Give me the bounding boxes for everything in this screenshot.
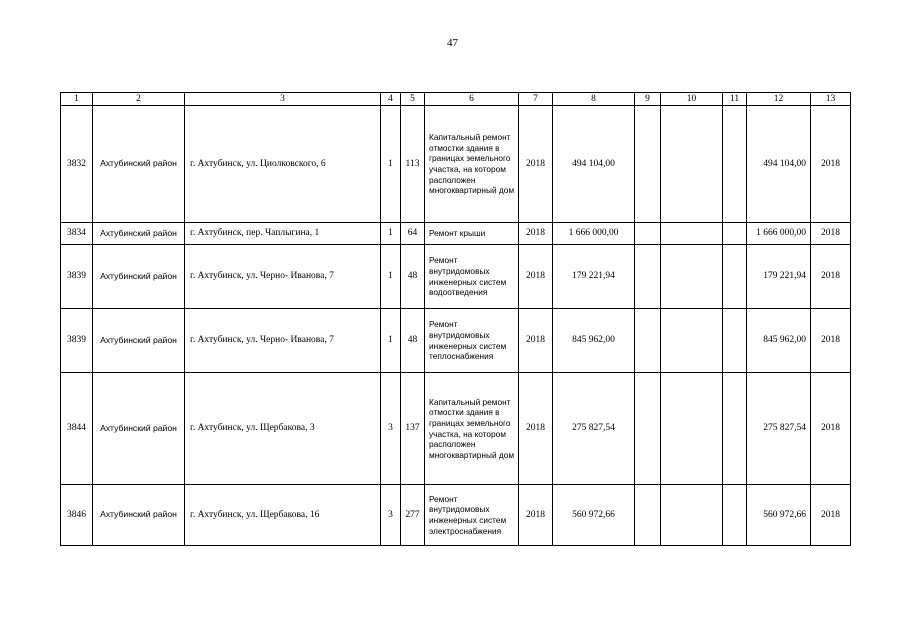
work-type-cell: Ремонт внутридомовых инженерных систем водоотведения xyxy=(425,245,519,309)
table-row xyxy=(61,485,851,546)
col11-cell xyxy=(723,223,747,245)
capital-repair-table xyxy=(60,92,851,546)
col4-cell: 1 xyxy=(381,223,401,245)
object-id-cell: 3846 xyxy=(61,485,93,546)
col10-cell xyxy=(661,309,723,373)
header-cell: 3 xyxy=(185,93,381,106)
region-cell: Ахтубинский район xyxy=(93,106,185,223)
year2-cell: 2018 xyxy=(811,485,851,546)
address-cell: г. Ахтубинск, ул. Циолковского, 6 xyxy=(185,106,381,223)
col5-cell: 64 xyxy=(401,223,425,245)
work-type-cell: Ремонт крыши xyxy=(425,223,519,245)
col10-cell xyxy=(661,223,723,245)
header-cell: 10 xyxy=(661,93,723,106)
col11-cell xyxy=(723,485,747,546)
header-cell: 6 xyxy=(425,93,519,106)
amount-cell: 560 972,66 xyxy=(553,485,635,546)
object-id-cell: 3839 xyxy=(61,309,93,373)
total-cell: 179 221,94 xyxy=(747,245,811,309)
year-cell: 2018 xyxy=(519,245,553,309)
amount-cell: 1 666 000,00 xyxy=(553,223,635,245)
header-cell: 9 xyxy=(635,93,661,106)
col4-cell: 3 xyxy=(381,485,401,546)
year2-cell: 2018 xyxy=(811,245,851,309)
address-cell: г. Ахтубинск, пер. Чаплыгина, 1 xyxy=(185,223,381,245)
amount-cell: 179 221,94 xyxy=(553,245,635,309)
col5-cell: 48 xyxy=(401,309,425,373)
amount-cell: 494 104,00 xyxy=(553,106,635,223)
col4-cell: 3 xyxy=(381,373,401,485)
col9-cell xyxy=(635,106,661,223)
col5-cell: 48 xyxy=(401,245,425,309)
table-row xyxy=(61,223,851,245)
header-row xyxy=(61,93,851,106)
col11-cell xyxy=(723,106,747,223)
col10-cell xyxy=(661,373,723,485)
col11-cell xyxy=(723,373,747,485)
col10-cell xyxy=(661,245,723,309)
header-cell: 11 xyxy=(723,93,747,106)
table-row xyxy=(61,245,851,309)
object-id-cell: 3834 xyxy=(61,223,93,245)
total-cell: 1 666 000,00 xyxy=(747,223,811,245)
col5-cell: 277 xyxy=(401,485,425,546)
col5-cell: 113 xyxy=(401,106,425,223)
header-cell: 7 xyxy=(519,93,553,106)
address-cell: г. Ахтубинск, ул. Черно- Иванова, 7 xyxy=(185,245,381,309)
table-row xyxy=(61,373,851,485)
header-cell: 2 xyxy=(93,93,185,106)
col4-cell: 1 xyxy=(381,309,401,373)
year2-cell: 2018 xyxy=(811,373,851,485)
header-cell: 1 xyxy=(61,93,93,106)
region-cell: Ахтубинский район xyxy=(93,223,185,245)
total-cell: 494 104,00 xyxy=(747,106,811,223)
col10-cell xyxy=(661,106,723,223)
col4-cell: 1 xyxy=(381,106,401,223)
col11-cell xyxy=(723,245,747,309)
region-cell: Ахтубинский район xyxy=(93,245,185,309)
header-cell: 13 xyxy=(811,93,851,106)
col9-cell xyxy=(635,223,661,245)
object-id-cell: 3832 xyxy=(61,106,93,223)
work-type-cell: Капитальный ремонт отмостки здания в границах земельного участка, на котором расположен многоквартирный дом xyxy=(425,373,519,485)
region-cell: Ахтубинский район xyxy=(93,309,185,373)
address-cell: г. Ахтубинск, ул. Черно- Иванова, 7 xyxy=(185,309,381,373)
year2-cell: 2018 xyxy=(811,106,851,223)
page-number: 47 xyxy=(447,37,458,49)
work-type-cell: Капитальный ремонт отмостки здания в границах земельного участка, на котором расположен многоквартирный дом xyxy=(425,106,519,223)
header-cell: 5 xyxy=(401,93,425,106)
col9-cell xyxy=(635,309,661,373)
region-cell: Ахтубинский район xyxy=(93,485,185,546)
amount-cell: 845 962,00 xyxy=(553,309,635,373)
col9-cell xyxy=(635,373,661,485)
total-cell: 275 827,54 xyxy=(747,373,811,485)
col4-cell: 1 xyxy=(381,245,401,309)
work-type-cell: Ремонт внутридомовых инженерных систем теплоснабжения xyxy=(425,309,519,373)
object-id-cell: 3839 xyxy=(61,245,93,309)
col9-cell xyxy=(635,485,661,546)
col5-cell: 137 xyxy=(401,373,425,485)
object-id-cell: 3844 xyxy=(61,373,93,485)
address-cell: г. Ахтубинск, ул. Щербакова, 16 xyxy=(185,485,381,546)
table-row xyxy=(61,309,851,373)
region-cell: Ахтубинский район xyxy=(93,373,185,485)
year2-cell: 2018 xyxy=(811,223,851,245)
header-cell: 8 xyxy=(553,93,635,106)
total-cell: 845 962,00 xyxy=(747,309,811,373)
year2-cell: 2018 xyxy=(811,309,851,373)
year-cell: 2018 xyxy=(519,106,553,223)
amount-cell: 275 827,54 xyxy=(553,373,635,485)
year-cell: 2018 xyxy=(519,373,553,485)
col9-cell xyxy=(635,245,661,309)
address-cell: г. Ахтубинск, ул. Щербакова, 3 xyxy=(185,373,381,485)
year-cell: 2018 xyxy=(519,223,553,245)
work-type-cell: Ремонт внутридомовых инженерных систем электроснабжения xyxy=(425,485,519,546)
header-cell: 12 xyxy=(747,93,811,106)
year-cell: 2018 xyxy=(519,485,553,546)
header-cell: 4 xyxy=(381,93,401,106)
col10-cell xyxy=(661,485,723,546)
total-cell: 560 972,66 xyxy=(747,485,811,546)
year-cell: 2018 xyxy=(519,309,553,373)
col11-cell xyxy=(723,309,747,373)
table-row xyxy=(61,106,851,223)
